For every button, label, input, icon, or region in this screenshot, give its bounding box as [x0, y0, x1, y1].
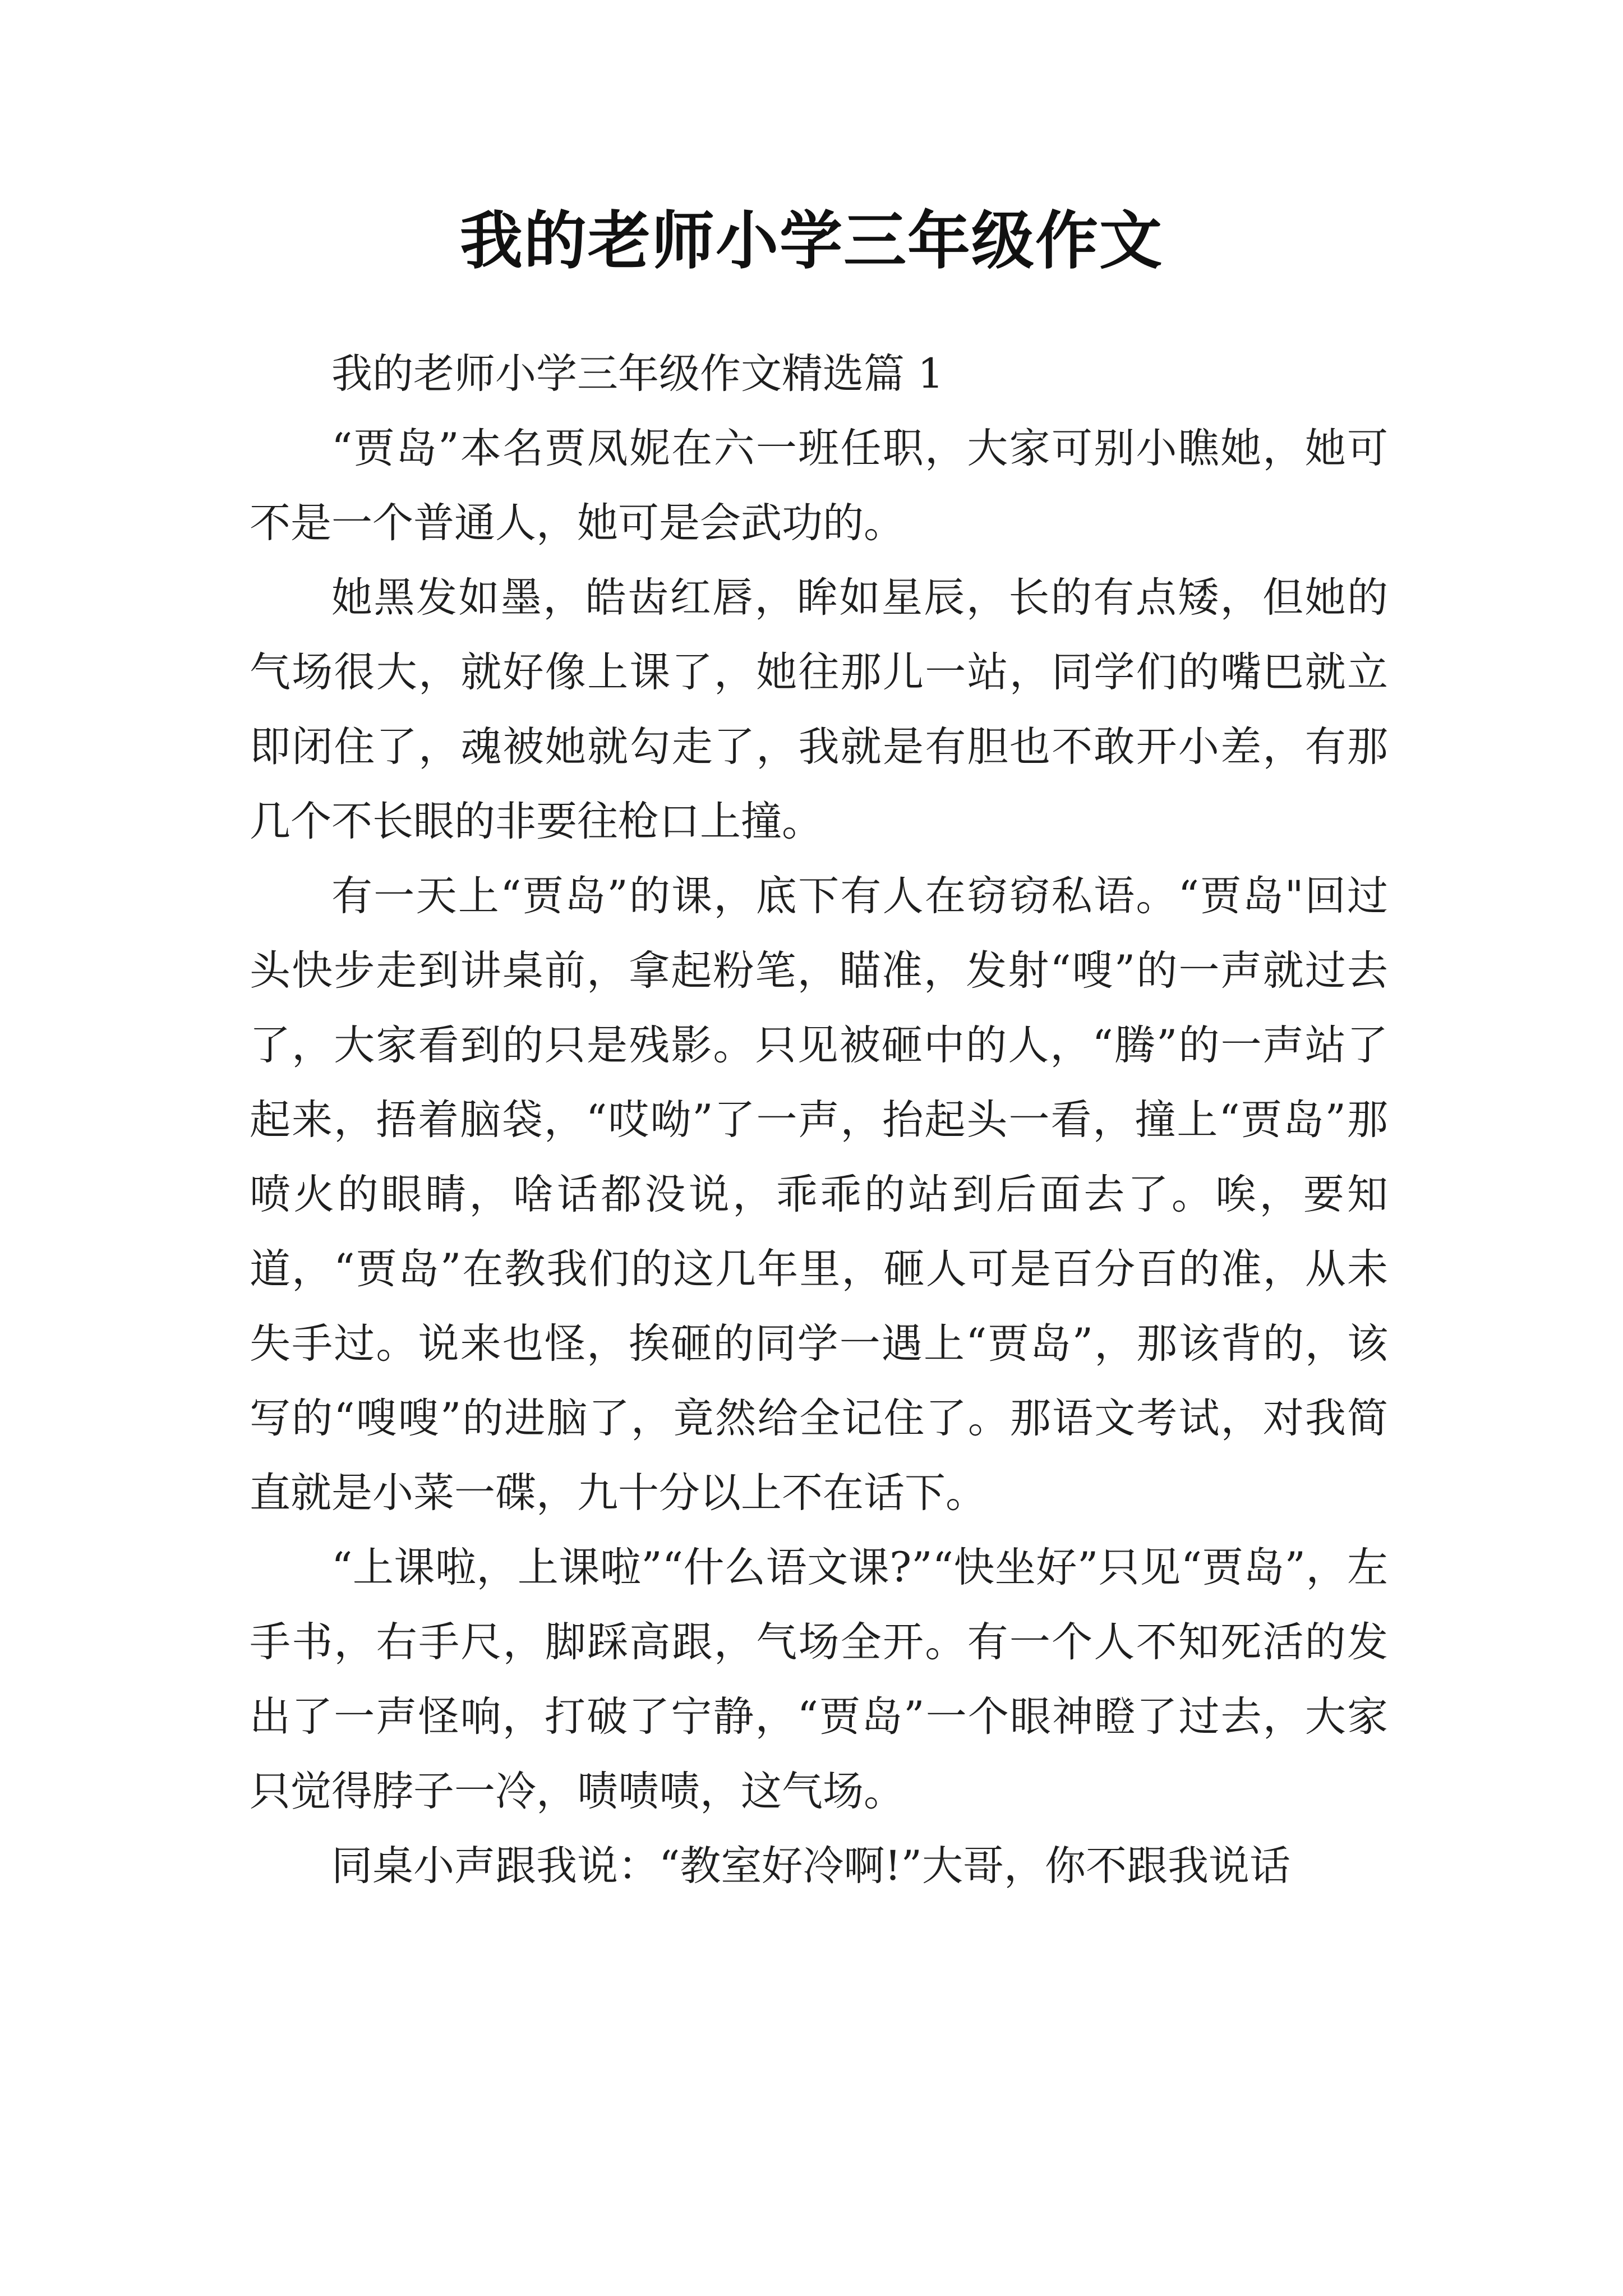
document-body [250, 337, 1388, 1903]
paragraph: 有一天上“贾岛”的课，底下有人在窃窃私语。“贾岛"回过头快步走到讲桌前，拿起粉笔，瞄准，发射“嗖”的一声就过去了，大家看到的只是残影。只见被砸中的人，“腾”的一声站了起来，捂着脑袋，“哎呦”了一声，抬起头一看，撞上“贾岛”那喷火的眼睛，啥话都没说，乖乖的站到后面去了。唉，要知道，“贾岛”在教我们的这几年里，砸人可是百分百的准，从未失手过。说来也怪，挨砸的同学一遇上“贾岛”，那该背的，该写的“嗖嗖”的进脑了，竟然给全记住了。那语文考试，对我简直就是小菜一碟，九十分以上不在话下。 [250, 872, 1388, 1517]
paragraph: “上课啦，上课啦”“什么语文课?”“快坐好”只见“贾岛”，左手书，右手尺，脚踩高跟，气场全开。有一个人不知死活的发出了一声怪响，打破了宁静，“贾岛”一个眼神瞪了过去，大家只觉得脖子一冷，啧啧啧，这气场。 [250, 1544, 1388, 1815]
document-title: 我的老师小学三年级作文 [460, 204, 1163, 278]
paragraph: 同桌小声跟我说：“教室好冷啊!”大哥，你不跟我说话 [331, 1842, 1290, 1890]
paragraph: 她黑发如墨，皓齿红唇，眸如星辰，长的有点矮，但她的气场很大，就好像上课了，她往那儿一站，同学们的嘴巴就立即闭住了，魂被她就勾走了，我就是有胆也不敢开小差，有那几个不长眼的非要往枪口上撞。 [250, 574, 1388, 845]
section-heading: 我的老师小学三年级作文精选篇 1 [331, 350, 944, 398]
paragraph: “贾岛”本名贾凤妮在六一班任职，大家可别小瞧她，她可不是一个普通人，她可是会武功的。 [250, 425, 1388, 547]
